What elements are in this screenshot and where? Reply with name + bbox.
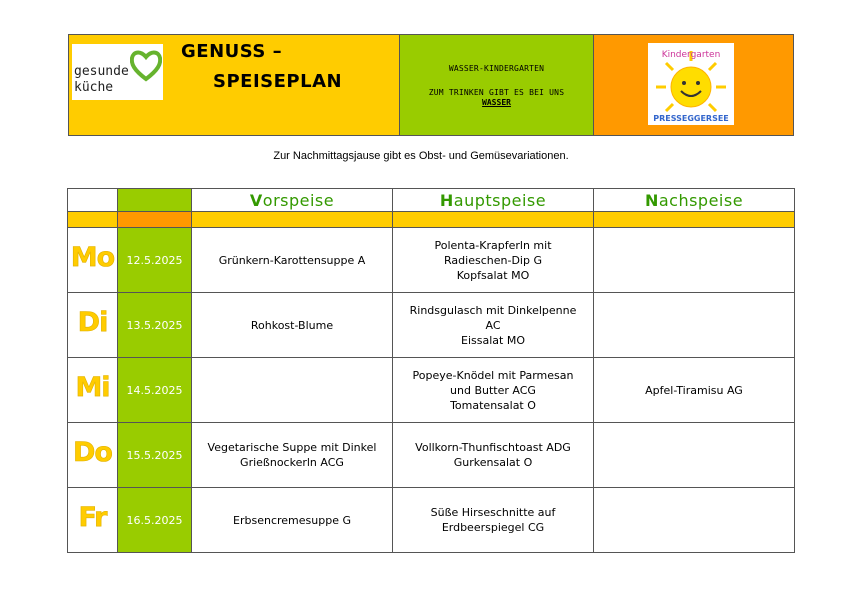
- nachspeise-cell: [594, 293, 795, 358]
- day-label: Mi: [75, 372, 110, 403]
- haupt-line: Popeye-Knödel mit Parmesan: [412, 368, 574, 382]
- vor-line: Grünkern-Karottensuppe A: [218, 253, 366, 267]
- kindergarten-logo-cell: [594, 35, 793, 135]
- heart-icon: [130, 48, 162, 82]
- title-line-1: GENUSS –: [181, 41, 283, 62]
- haupt-line: Erdbeerspiegel CG: [441, 521, 545, 534]
- haupt-line: Tomatensalat O: [450, 398, 536, 412]
- nach-line: Apfel-Tiramisu AG: [645, 383, 743, 397]
- header-date-col: [118, 189, 192, 212]
- header-nachspeise-label: Nachspeise: [644, 190, 744, 210]
- nachspeise-cell: [594, 228, 795, 293]
- hauptspeise-cell: [393, 423, 594, 488]
- header-vorspeise: [192, 189, 393, 212]
- day-cell: [68, 488, 118, 553]
- hauptspeise-cell: [393, 358, 594, 423]
- haupt-line: und Butter ACG: [450, 383, 536, 397]
- day-cell: [68, 293, 118, 358]
- header-vorspeise-label: Vorspeise: [249, 190, 335, 210]
- day-label: Mo: [70, 242, 115, 273]
- haupt-line: AC: [485, 318, 501, 332]
- header-band: [68, 34, 794, 136]
- kg-logo-bottom-text: PRESSEGGERSEE: [653, 114, 729, 123]
- haupt-line: Kopfsalat MO: [456, 268, 530, 282]
- vorspeise-cell: [192, 228, 393, 293]
- haupt-line: Rindsgulasch mit Dinkelpenne: [409, 303, 577, 317]
- spacer-cell: [594, 212, 795, 228]
- title-line-2: SPEISEPLAN: [213, 71, 343, 92]
- spacer-cell: [393, 212, 594, 228]
- haupt-line: Eissalat MO: [461, 333, 525, 347]
- date-cell: 16.5.2025: [118, 488, 192, 553]
- day-label: Fr: [78, 502, 107, 533]
- header-hauptspeise-label: Hauptspeise: [439, 190, 547, 210]
- day-cell: [68, 423, 118, 488]
- nachspeise-cell: [594, 488, 795, 553]
- vor-line: Vegetarische Suppe mit Dinkel: [207, 441, 377, 454]
- hauptspeise-cell: [393, 293, 594, 358]
- hauptspeise-cell: [393, 488, 594, 553]
- vor-line: Erbsencremesuppe G: [233, 513, 351, 527]
- date-cell: 13.5.2025: [118, 293, 192, 358]
- spacer-cell: [118, 212, 192, 228]
- header-hauptspeise: [393, 189, 594, 212]
- vorspeise-cell: [192, 293, 393, 358]
- logo-text-line-2: küche: [74, 80, 114, 95]
- date-cell: 12.5.2025: [118, 228, 192, 293]
- vor-line: Rohkost-Blume: [250, 318, 334, 332]
- table-row: [68, 358, 795, 423]
- afternoon-snack-note: Zur Nachmittagsjause gibt es Obst- und Gemüsevariationen.: [273, 150, 569, 162]
- spacer-cell: [68, 212, 118, 228]
- gesunde-kueche-logo: [72, 44, 163, 100]
- haupt-line: Polenta-Krapferln mit: [434, 238, 552, 252]
- haupt-line: Gurkensalat O: [453, 456, 533, 469]
- table-row: [68, 488, 795, 553]
- vorspeise-cell: [192, 423, 393, 488]
- header-nachspeise: [594, 189, 795, 212]
- water-cell: [400, 35, 594, 135]
- day-label: Di: [77, 307, 108, 338]
- nachspeise-cell: [594, 423, 795, 488]
- title-cell: [69, 35, 400, 135]
- header-day-col: [68, 189, 118, 212]
- vor-line: Grießnockerln ACG: [240, 456, 344, 469]
- menu-table: [67, 188, 795, 553]
- haupt-line: Radieschen-Dip G: [444, 253, 542, 267]
- vorspeise-cell: [192, 358, 393, 423]
- day-cell: [68, 228, 118, 293]
- water-kindergarten-label: WASSER-KINDERGARTEN: [448, 63, 545, 73]
- table-row: [68, 228, 795, 293]
- nachspeise-cell: [594, 358, 795, 423]
- haupt-line: Süße Hirseschnitte auf: [430, 506, 556, 519]
- table-row: [68, 423, 795, 488]
- kindergarten-logo: [648, 43, 734, 125]
- logo-text-line-1: gesunde: [74, 64, 129, 79]
- hauptspeise-cell: [393, 228, 594, 293]
- table-row: [68, 293, 795, 358]
- date-cell: 15.5.2025: [118, 423, 192, 488]
- day-label: Do: [73, 437, 112, 468]
- water-info-label: ZUM TRINKEN GIBT ES BEI UNS: [428, 87, 565, 97]
- spacer-row: [68, 212, 795, 228]
- day-cell: [68, 358, 118, 423]
- water-emphasis: WASSER: [482, 97, 511, 107]
- date-cell: 14.5.2025: [118, 358, 192, 423]
- sun-logo-icon: [648, 43, 734, 125]
- haupt-line: Vollkorn-Thunfischtoast ADG: [415, 441, 571, 454]
- vorspeise-cell: [192, 488, 393, 553]
- kg-logo-top-text: Kindergarten: [661, 50, 721, 60]
- spacer-cell: [192, 212, 393, 228]
- table-header-row: [68, 189, 795, 212]
